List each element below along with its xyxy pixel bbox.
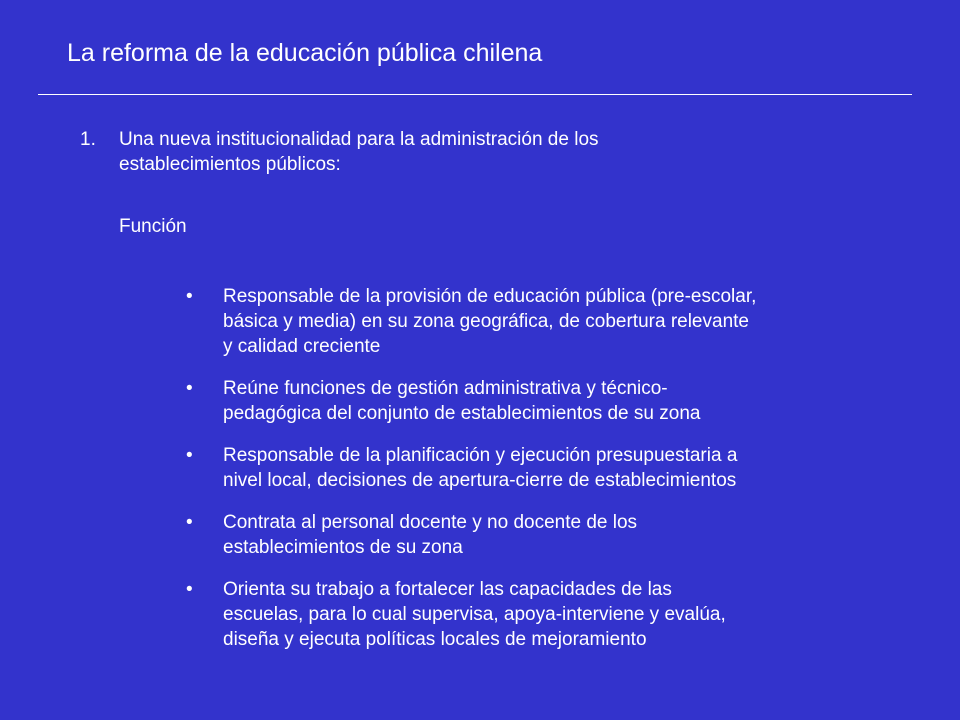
bullet-line: diseña y ejecuta políticas locales de mejoramiento	[223, 629, 647, 650]
section-heading-line: establecimientos públicos:	[119, 154, 341, 175]
section-number: 1.	[80, 129, 96, 150]
bullet-item	[186, 284, 906, 359]
bullet-line: básica y media) en su zona geográfica, de cobertura relevante	[223, 311, 749, 332]
bullet-item	[186, 376, 906, 426]
slide-title: La reforma de la educación pública chilena	[67, 39, 543, 67]
bullet-icon: •	[186, 579, 193, 600]
bullet-line: Reúne funciones de gestión administrativa y técnico-	[223, 378, 668, 399]
subheading: Función	[119, 216, 187, 237]
bullet-text	[223, 443, 903, 493]
bullet-text	[223, 284, 903, 359]
bullet-list	[186, 284, 906, 669]
bullet-item	[186, 443, 906, 493]
bullet-line: y calidad creciente	[223, 336, 381, 357]
bullet-item	[186, 577, 906, 652]
bullet-icon: •	[186, 286, 193, 307]
bullet-line: establecimientos de su zona	[223, 537, 463, 558]
bullet-line: pedagógica del conjunto de establecimientos de su zona	[223, 403, 701, 424]
bullet-line: nivel local, decisiones de apertura-cierre de establecimientos	[223, 470, 737, 491]
bullet-line: Contrata al personal docente y no docente de los	[223, 512, 638, 533]
bullet-text	[223, 376, 903, 426]
bullet-icon: •	[186, 445, 193, 466]
section-heading-line: Una nueva institucionalidad para la administración de los	[119, 129, 599, 150]
bullet-line: Orienta su trabajo a fortalecer las capacidades de las	[223, 579, 672, 600]
bullet-text	[223, 510, 903, 560]
bullet-icon: •	[186, 512, 193, 533]
bullet-line: escuelas, para lo cual supervisa, apoya-interviene y evalúa,	[223, 604, 726, 625]
bullet-line: Responsable de la provisión de educación pública (pre-escolar,	[223, 286, 757, 307]
bullet-line: Responsable de la planificación y ejecución presupuestaria a	[223, 445, 738, 466]
bullet-icon: •	[186, 378, 193, 399]
bullet-text	[223, 577, 903, 652]
section-heading-text	[119, 127, 779, 177]
title-divider	[38, 94, 912, 95]
bullet-item	[186, 510, 906, 560]
